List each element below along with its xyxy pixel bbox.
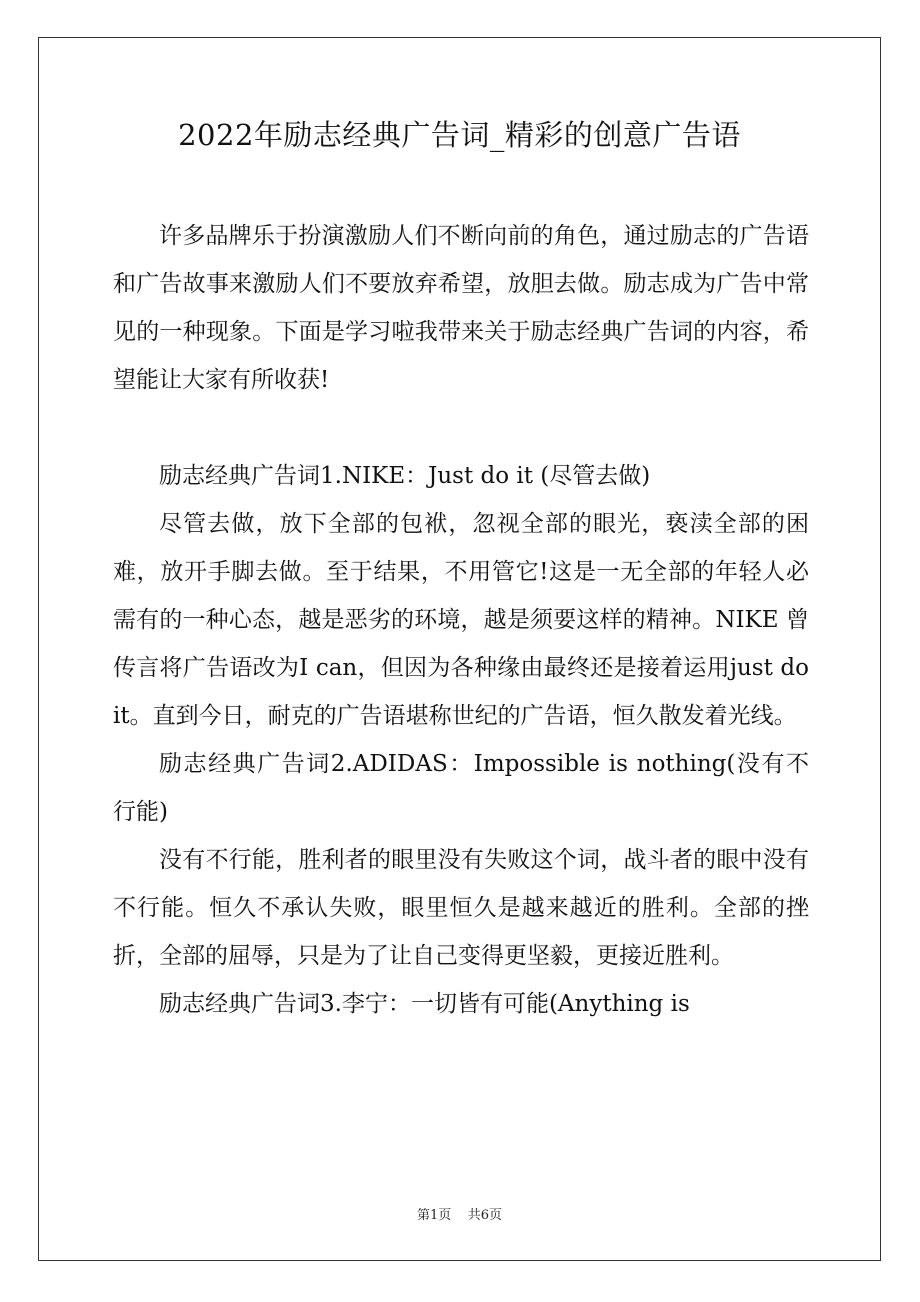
page-number: 第1页 [416, 1208, 452, 1223]
paragraph-adidas: 没有不行能，胜利者的眼里没有失败这个词，战斗者的眼中没有不行能。恒久不承认失败，眼里恒久是越来越近的胜利。全部的挫折，全部的屈辱，只是为了让自己变得更坚毅，更接近胜利。 [113, 847, 809, 969]
section-heading-lining: 励志经典广告词3.李宁：一切皆有可能(Anything is [159, 991, 690, 1017]
document-title: 2022年励志经典广告词_精彩的创意广告语 [178, 118, 741, 152]
intro-paragraph: 许多品牌乐于扮演激励人们不断向前的角色，通过励志的广告语和广告故事来激励人们不要放弃希望，放胆去做。励志成为广告中常见的一种现象。下面是学习啦我带来关于励志经典广告词的内容，希望能让大家有所收获! [113, 223, 809, 393]
page-footer [38, 1206, 881, 1226]
section-heading-nike: 励志经典广告词1.NIKE：Just do it (尽管去做) [159, 463, 651, 489]
paragraph-nike: 尽管去做，放下全部的包袱，忽视全部的眼光，亵渎全部的困难，放开手脚去做。至于结果，不用管它!这是一无全部的年轻人必需有的一种心态，越是恶劣的环境，越是须要这样的精神。NIKE 曾传言将广告语改为I can，但因为各种缘由最终还是接着运用just do it。直到今日，耐克的广告语堪称世纪的广告语，恒久散发着光线。 [113, 511, 809, 729]
document-body [113, 212, 809, 1028]
section-heading-adidas: 励志经典广告词2.ADIDAS：Impossible is nothing(没有不行能) [113, 751, 809, 825]
page-total: 共6页 [467, 1208, 503, 1223]
